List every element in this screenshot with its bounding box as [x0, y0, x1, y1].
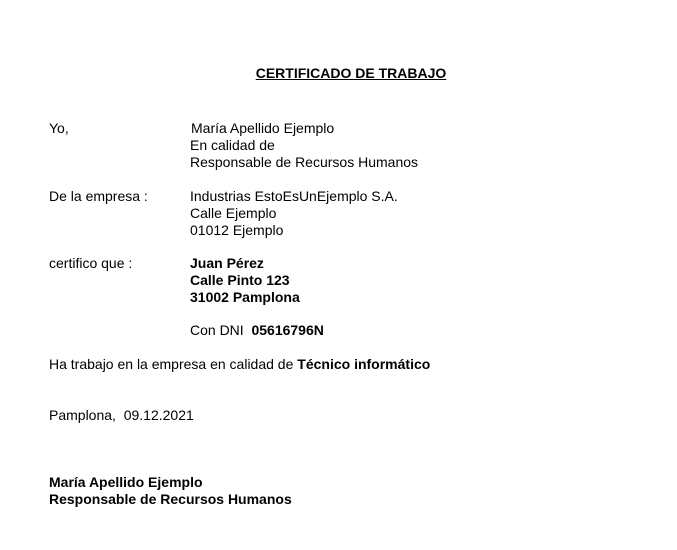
certify-label: certifico que : — [49, 255, 133, 271]
issuer-capacity-prefix: En calidad de — [190, 137, 275, 153]
dni-label: Con DNI — [190, 322, 244, 338]
employee-name: Juan Pérez — [190, 255, 264, 271]
dni-value: 05616796N — [251, 322, 324, 338]
employee-street: Calle Pinto 123 — [190, 272, 290, 288]
company-street: Calle Ejemplo — [190, 205, 277, 221]
company-block — [190, 188, 398, 239]
dni-line — [190, 322, 324, 339]
signature-position: Responsable de Recursos Humanos — [49, 491, 292, 507]
signature-name: María Apellido Ejemplo — [49, 474, 203, 490]
work-prefix: Ha trabajo en la empresa en calidad de — [49, 356, 294, 372]
company-postal-city: 01012 Ejemplo — [190, 222, 284, 238]
signature-block — [49, 474, 292, 508]
issuer-block — [190, 120, 418, 171]
yo-label: Yo, — [49, 120, 69, 136]
place-date: Pamplona, 09.12.2021 — [49, 407, 194, 423]
issuer-name: María Apellido Ejemplo — [191, 120, 335, 136]
document-title: CERTIFICADO DE TRABAJO — [255, 65, 447, 81]
employee-block — [190, 255, 300, 306]
employee-postal-city: 31002 Pamplona — [190, 289, 300, 305]
work-statement — [49, 356, 430, 372]
company-label: De la empresa : — [49, 188, 148, 204]
issuer-position: Responsable de Recursos Humanos — [190, 154, 419, 170]
company-name: Industrias EstoEsUnEjemplo S.A. — [190, 188, 398, 204]
work-role: Técnico informático — [297, 356, 431, 372]
